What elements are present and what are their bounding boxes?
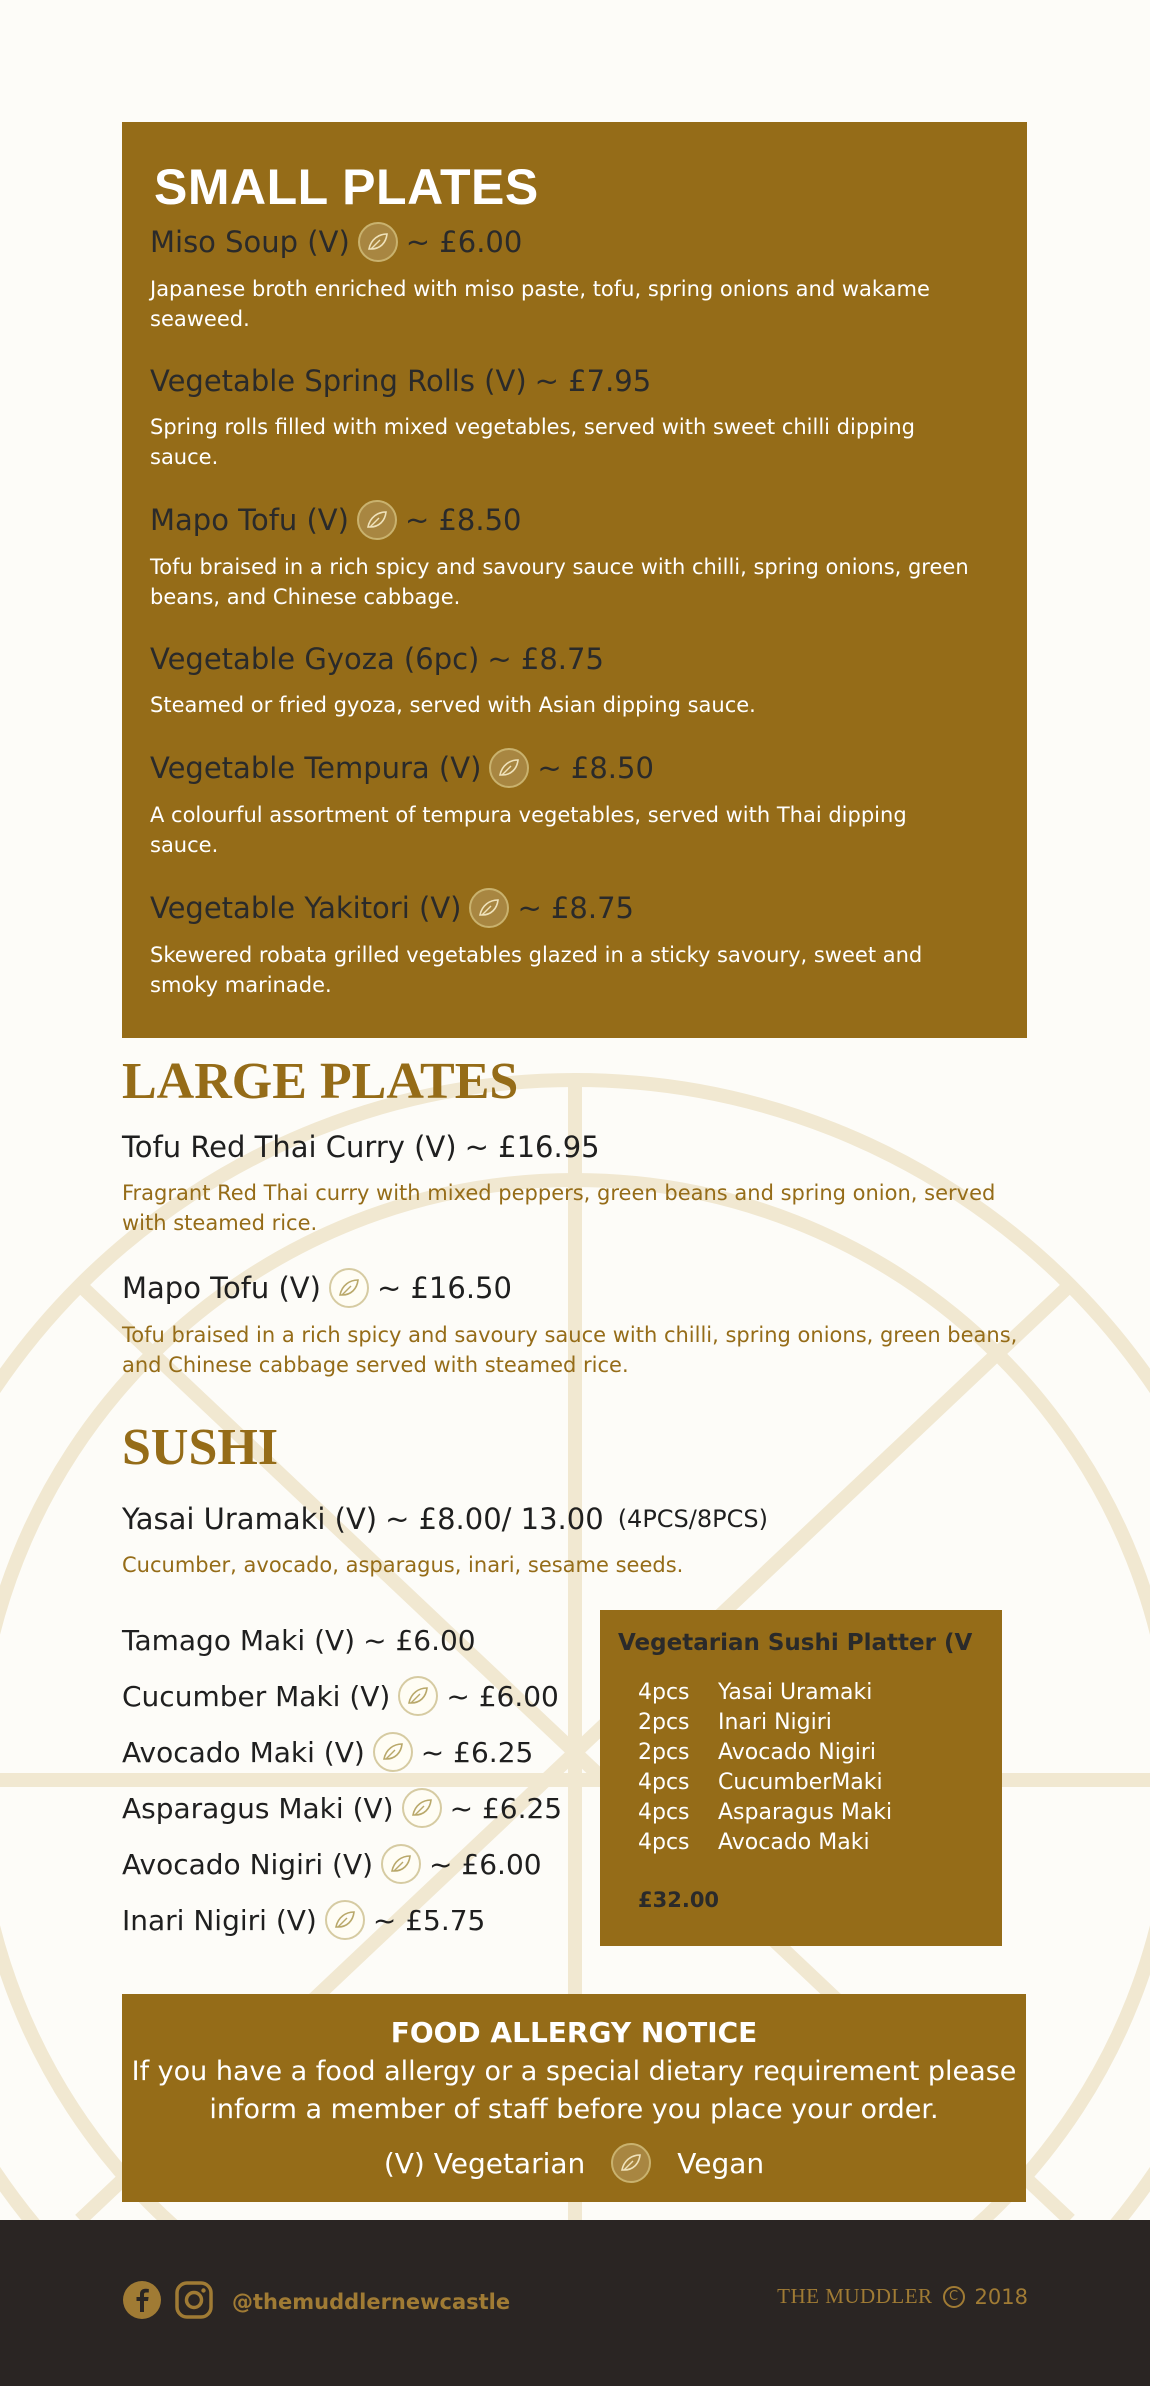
brand-name: THE MUDDLER [777,2284,933,2308]
vegan-leaf-icon [325,1900,365,1940]
platter-item-name: CucumberMaki [718,1770,883,1795]
allergy-line-1: If you have a food allergy or a special dietary requirement please [131,2056,1017,2087]
sushi-item [122,1724,602,1780]
sushi-item [122,1612,602,1668]
vegan-leaf-icon [402,1788,442,1828]
item-description: A colourful assortment of tempura vegetables, served with Thai dipping sauce. [150,803,907,857]
menu-item [150,888,999,1000]
platter-item-name: Yasai Uramaki [718,1680,873,1705]
small-plates-panel [122,122,1027,1038]
item-name: Avocado Nigiri (V) [122,1847,374,1881]
item-price: ~ £5.75 [372,1903,486,1937]
menu-item [150,362,999,472]
vegan-leaf-icon [489,748,529,788]
item-name: Asparagus Maki (V) [122,1791,394,1825]
vegan-leaf-icon [381,1844,421,1884]
item-description: Tofu braised in a rich spicy and savoury sauce with chilli, spring onions, green beans, and Chinese cabbage served with steamed rice. [122,1323,1018,1377]
menu-item [150,748,999,860]
item-name: Mapo Tofu (V) [150,503,349,537]
item-price: ~ £8.50 [537,751,654,785]
menu-item [122,1500,1022,1580]
item-description: Fragrant Red Thai curry with mixed peppers, green beans and spring onion, served with steamed rice. [122,1181,996,1235]
large-plates-heading: LARGE PLATES [122,1053,519,1110]
item-name: Tamago Maki (V) [122,1623,356,1657]
platter-qty: 4pcs [638,1680,690,1705]
item-description: Japanese broth enriched with miso paste, tofu, spring onions and wakame seaweed. [150,277,930,331]
vegan-legend: Vegan [677,2146,765,2180]
platter-row [638,1738,984,1768]
sushi-heading: SUSHI [122,1419,279,1476]
vegan-leaf-icon [373,1732,413,1772]
platter-row [638,1708,984,1738]
platter-item-name: Avocado Nigiri [718,1740,877,1765]
item-name: Vegetable Yakitori (V) [150,891,462,925]
vegan-leaf-icon [357,500,397,540]
facebook-icon[interactable] [122,2280,162,2324]
platter-qty: 2pcs [638,1710,690,1735]
platter-row [638,1798,984,1828]
allergy-line-2: inform a member of staff before you place your order. [209,2094,939,2125]
platter-qty: 4pcs [638,1770,690,1795]
allergy-notice [122,1994,1026,2202]
menu-item [150,640,999,720]
platter-item-name: Asparagus Maki [718,1800,893,1825]
vegan-leaf-icon [611,2143,651,2183]
sushi-item [122,1892,602,1948]
item-name: Vegetable Tempura (V) [150,751,482,785]
item-name: Yasai Uramaki (V) [122,1502,378,1536]
item-price: ~ £16.50 [376,1271,512,1305]
item-description: Spring rolls filled with mixed vegetables, served with sweet chilli dipping sauce. [150,415,915,469]
item-description: Steamed or fried gyoza, served with Asian dipping sauce. [150,693,756,717]
platter-item-name: Inari Nigiri [718,1710,832,1735]
footer [0,2220,1150,2386]
item-price: ~ £16.95 [464,1130,600,1164]
menu-item [122,1128,1022,1238]
item-price: ~ £6.00 [429,1847,542,1881]
item-pieces: (4PCS/8PCS) [617,1505,768,1533]
item-price: ~ £6.00 [446,1679,559,1713]
vegan-leaf-icon [398,1676,438,1716]
menu-item [150,222,999,334]
platter-qty: 4pcs [638,1830,690,1855]
instagram-icon[interactable] [174,2280,214,2324]
item-name: Tofu Red Thai Curry (V) [122,1130,457,1164]
sushi-platter-box [600,1610,1002,1946]
item-price: ~ £8.00/ 13.00 [385,1502,604,1536]
sushi-item [122,1780,602,1836]
item-price: ~ £8.75 [517,891,635,925]
vegan-leaf-icon [329,1268,369,1308]
item-name: Mapo Tofu (V) [122,1271,321,1305]
platter-price: £32.00 [638,1888,720,1912]
item-name: Miso Soup (V) [150,225,350,259]
item-description: Skewered robata grilled vegetables glazed in a sticky savoury, sweet and smoky marinade. [150,943,923,997]
item-price: ~ £6.00 [363,1623,476,1657]
vegan-leaf-icon [469,888,509,928]
item-name: Avocado Maki (V) [122,1735,365,1769]
allergy-title: FOOD ALLERGY NOTICE [390,2016,758,2049]
menu-item [122,1268,1022,1380]
platter-item-name: Avocado Maki [718,1830,870,1855]
platter-qty: 4pcs [638,1800,690,1825]
item-price: ~ £8.50 [404,503,522,537]
copyright-year: 2018 [974,2284,1028,2309]
vegan-leaf-icon [358,222,398,262]
item-name: Vegetable Spring Rolls (V) [150,364,527,398]
sushi-item [122,1668,602,1724]
vegetarian-legend: (V) Vegetarian [383,2146,586,2180]
item-description: Cucumber, avocado, asparagus, inari, sesame seeds. [122,1553,684,1577]
sushi-item [122,1836,602,1892]
social-handle[interactable]: @themuddlernewcastle [232,2290,511,2314]
item-description: Tofu braised in a rich spicy and savoury sauce with chilli, spring onions, green beans, and Chinese cabbage. [150,555,969,609]
small-plates-heading: SMALL PLATES [154,159,539,215]
item-price: ~ £8.75 [487,642,604,676]
platter-title: Vegetarian Sushi Platter (V [618,1630,973,1656]
menu-item [150,500,999,612]
sushi-list [122,1612,602,1948]
item-name: Cucumber Maki (V) [122,1679,391,1713]
platter-qty: 2pcs [638,1740,690,1765]
item-price: ~ £7.95 [534,364,652,398]
item-price: ~ £6.25 [420,1735,534,1769]
item-price: ~ £6.00 [405,225,523,259]
item-price: ~ £6.25 [449,1791,563,1825]
platter-row [638,1768,984,1798]
copyright-icon: C [943,2286,965,2308]
item-name: Vegetable Gyoza (6pc) [150,642,480,676]
platter-row [638,1678,984,1708]
item-name: Inari Nigiri (V) [122,1903,317,1937]
platter-row [638,1828,984,1858]
